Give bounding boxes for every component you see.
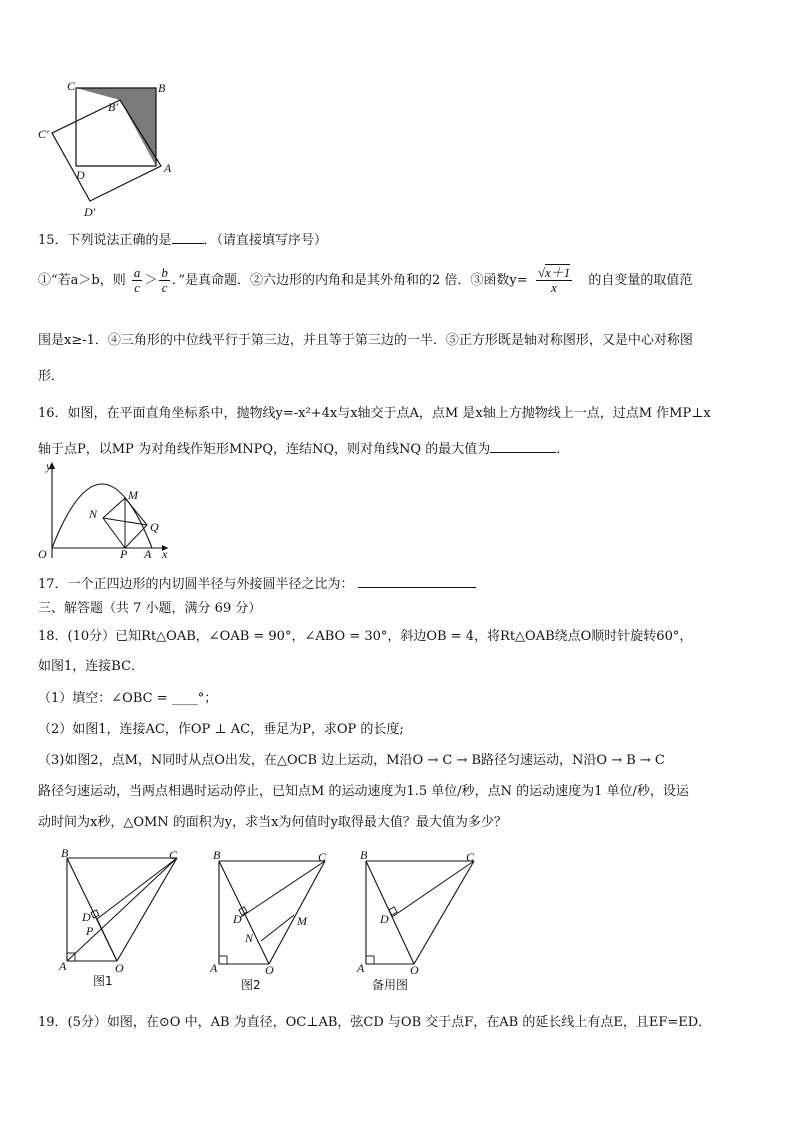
- fig18-2-label-m: M: [297, 914, 307, 928]
- q15-line1: ①“若a＞b，则 $\frac{a}{c}$ ＞ $\frac{b}{c}$ ．”是真命题．②六边形的内角和是其外角和的2 倍．③函数y= $\frac{√x+1}{x}$ 的自变量的取值范: [38, 265, 693, 295]
- q18-figure-1: [55, 845, 190, 990]
- fig18-2-label-d: D: [233, 912, 242, 926]
- fig18-1-label-p: P: [86, 924, 94, 938]
- q18-part3-line2: 路径匀速运动，当两点相遇时运动停止，已知点M 的运动速度为1.5 单位/秒，点N 的运动速度为1 单位/秒，设运: [38, 784, 689, 799]
- q18-figure-spare: [352, 845, 487, 993]
- fig18-3-label-d: D: [380, 912, 389, 926]
- fig16-label-p: P: [120, 547, 128, 561]
- fig14-label-a: A: [164, 161, 172, 175]
- q14-figure: [34, 78, 184, 223]
- fig16-label-o: O: [38, 547, 47, 561]
- q18-part1: （1）填空：∠OBC = ____°；: [38, 691, 218, 706]
- fig18-3-label-b: B: [360, 848, 368, 862]
- fig14-label-cp: C′: [38, 127, 49, 141]
- q15-stem: 15．下列说法正确的是 ．（请直接填写序号）: [38, 233, 328, 248]
- fig14-label-bp: B′: [108, 100, 118, 114]
- fig16-label-m: M: [128, 488, 138, 502]
- fig18-3-label-c: C: [466, 850, 475, 864]
- fig16-label-y: y: [46, 459, 52, 473]
- q15-frac-b-over-c: $\frac{b}{c}$: [161, 265, 168, 295]
- q15-frac-a-over-c: $\frac{a}{c}$: [133, 265, 141, 295]
- q19-line1: 19．(5分）如图，在⊙O 中，AB 为直径，OC⊥AB，弦CD 与OB 交于点F，在AB 的延长线上有点E，且EF=ED．: [38, 1015, 712, 1030]
- section-3-heading: 三、解答题（共 7 小题，满分 69 分）: [38, 601, 262, 616]
- q16-line1: 16．如图，在平面直角坐标系中，抛物线y=-x²+4x与x轴交于点A，点M 是x轴上方抛物线上一点，过点M 作MP⊥x: [38, 406, 711, 421]
- q18-line1: 18．(10分）已知Rt△OAB，∠OAB = 90°，∠ABO = 30°，斜边OB = 4，将Rt△OAB绕点O顺时针旋转60°，: [38, 629, 693, 644]
- fig18-1-label-b: B: [61, 846, 69, 860]
- fig18-3-caption: 备用图: [372, 978, 409, 992]
- fig18-2-label-c: C: [318, 850, 327, 864]
- q18-part2: （2）如图1，连接AC，作OP ⊥ AC，垂足为P，求OP 的长度;: [38, 722, 404, 737]
- q18-line2: 如图1，连接BC．: [38, 659, 145, 674]
- fig16-label-q: Q: [150, 520, 159, 534]
- fig16-label-x: x: [162, 547, 168, 561]
- q17-answer-blank[interactable]: [358, 587, 476, 588]
- q16-answer-blank[interactable]: [490, 452, 556, 453]
- fig18-3-label-o: O: [410, 963, 419, 977]
- fig18-2-label-o: O: [265, 963, 274, 977]
- fig18-3-label-a: A: [357, 961, 365, 975]
- q15-line3: 形．: [38, 369, 65, 384]
- q15-answer-blank[interactable]: [172, 243, 204, 244]
- fig18-1-label-a: A: [59, 959, 67, 973]
- fig18-2-label-a: A: [210, 961, 218, 975]
- fig18-2-label-n: N: [245, 931, 254, 945]
- fig18-1-label-o: O: [115, 961, 124, 975]
- q18-figure-2: [205, 845, 335, 993]
- q15-sqrt-fraction: $\frac{√x+1}{x}$: [537, 265, 571, 295]
- q16-figure: [36, 458, 176, 562]
- fig14-label-d: D: [76, 168, 85, 182]
- fig18-1-label-d: D: [82, 910, 91, 924]
- q17-line: 17．一个正四边形的内切圆半径与外接圆半径之比为：: [38, 573, 476, 592]
- fig18-2-caption: 图2: [241, 978, 261, 992]
- fig18-2-label-b: B: [213, 848, 221, 862]
- fig16-label-a: A: [144, 547, 152, 561]
- fig16-label-n: N: [89, 507, 98, 521]
- fig14-label-c: C: [67, 79, 76, 93]
- q18-part3-line3: 动时间为x秒，△OMN 的面积为y，求当x为何值时y取得最大值？最大值为多少？: [38, 815, 507, 830]
- fig18-1-caption: 图1: [93, 974, 113, 988]
- q18-part3-line1: （3)如图2，点M，N同时从点O出发，在△OCB 边上运动，M沿O → C → B路径匀速运动，N沿O → B → C: [38, 753, 665, 768]
- fig18-1-label-c: C: [169, 848, 178, 862]
- q15-line2: 围是x≥-1．④三角形的中位线平行于第三边，并且等于第三边的一半．⑤正方形既是轴对称图形，又是中心对称图: [38, 333, 693, 348]
- q16-line2: 轴于点P，以MP 为对角线作矩形MNPQ，连结NQ，则对角线NQ 的最大值为 ．: [38, 442, 570, 457]
- fig14-label-dp: D′: [84, 205, 96, 219]
- fig14-label-b: B: [158, 81, 166, 95]
